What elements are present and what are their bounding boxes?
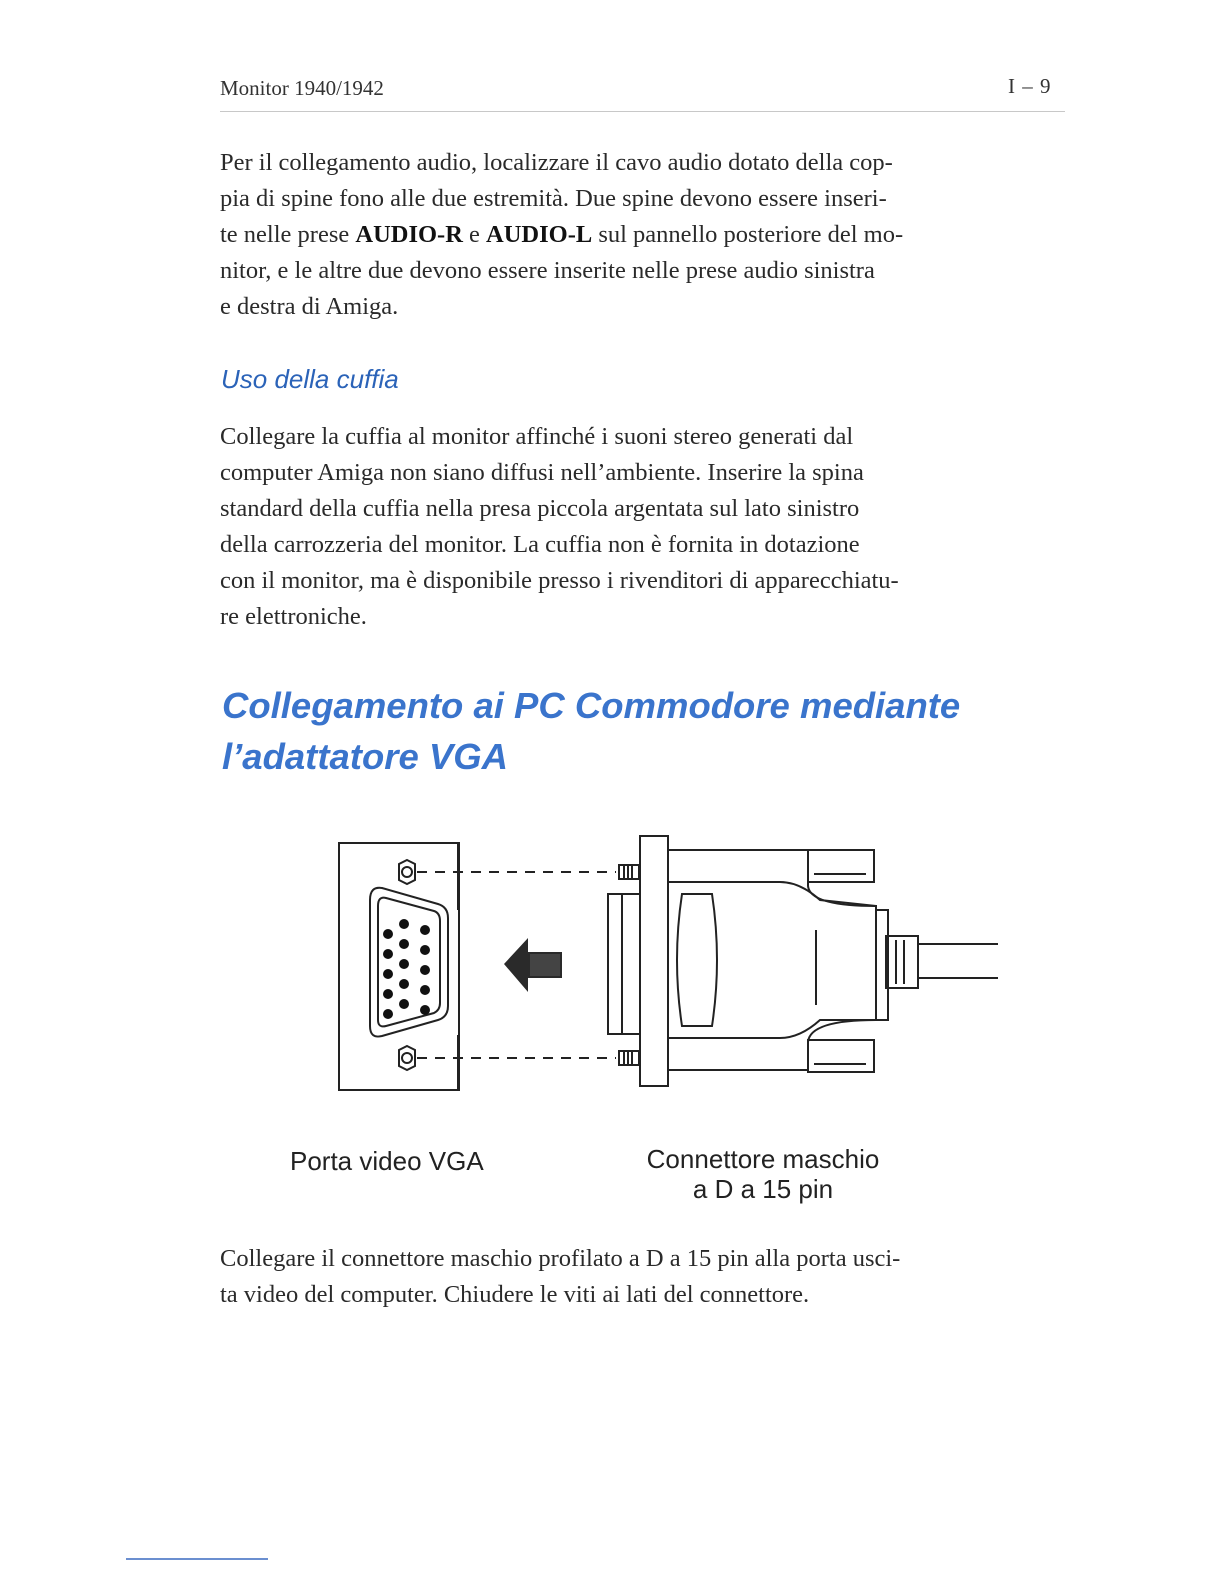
text-line: ta video del computer. Chiudere le viti ai lati del connettore.: [220, 1281, 810, 1308]
text-line: pia di spine fono alle due estremità. Due spine devono essere inseri-: [220, 185, 887, 212]
vga-connection-diagram: [330, 830, 1010, 1110]
audio-l-label: AUDIO-L: [486, 221, 593, 248]
running-header-title: Monitor 1940/1942: [220, 76, 384, 100]
text-line: nitor, e le altre due devono essere inserite nelle prese audio sinistra: [220, 257, 875, 284]
insert-arrow-icon: [504, 938, 562, 992]
vga-pins: [383, 919, 430, 1019]
headphones-paragraph: [220, 419, 1070, 635]
text-line: re elettroniche.: [220, 603, 367, 630]
text-line: Collegare la cuffia al monitor affinché i suoni stereo generati dal: [220, 423, 854, 450]
page-number: I – 9: [1008, 74, 1052, 98]
heading-line: Collegamento ai PC Commodore mediante: [222, 685, 961, 726]
vga-port-shell: [370, 888, 448, 1037]
text-line: computer Amiga non siano diffusi nell’ambiente. Inserire la spina: [220, 459, 864, 486]
text-line: Per il collegamento audio, localizzare il cavo audio dotato della cop-: [220, 149, 893, 176]
caption-line: Connettore maschio: [646, 1144, 880, 1174]
d-sub-connector: [608, 836, 998, 1086]
caption-d-sub-connector: [630, 1144, 896, 1204]
audio-r-label: AUDIO-R: [355, 221, 463, 248]
caption-vga-port: Porta video VGA: [290, 1146, 484, 1176]
text-line: e destra di Amiga.: [220, 293, 399, 320]
headphones-heading: Uso della cuffia: [221, 364, 399, 394]
heading-line: l’adattatore VGA: [222, 736, 508, 777]
caption-line: a D a 15 pin: [692, 1174, 834, 1204]
header-divider: [220, 111, 1065, 112]
text-line: Collegare il connettore maschio profilato a D a 15 pin alla porta usci-: [220, 1245, 901, 1272]
text-line: te nelle prese AUDIO-R e AUDIO-L sul pannello posteriore del mo-: [220, 221, 904, 248]
text-line: standard della cuffia nella presa piccola argentata sul lato sinistro: [220, 495, 860, 522]
vga-instructions-paragraph: [220, 1241, 1070, 1313]
footer-divider: [126, 1558, 268, 1560]
screw-hole-icon: [399, 1046, 415, 1070]
screw-hole-icon: [399, 860, 415, 884]
text-line: con il monitor, ma è disponibile presso i rivenditori di apparecchiatu-: [220, 567, 899, 594]
audio-connection-paragraph: [220, 145, 1070, 325]
text-line: della carrozzeria del monitor. La cuffia non è fornita in dotazione: [220, 531, 860, 558]
vga-section-heading: [222, 680, 960, 782]
